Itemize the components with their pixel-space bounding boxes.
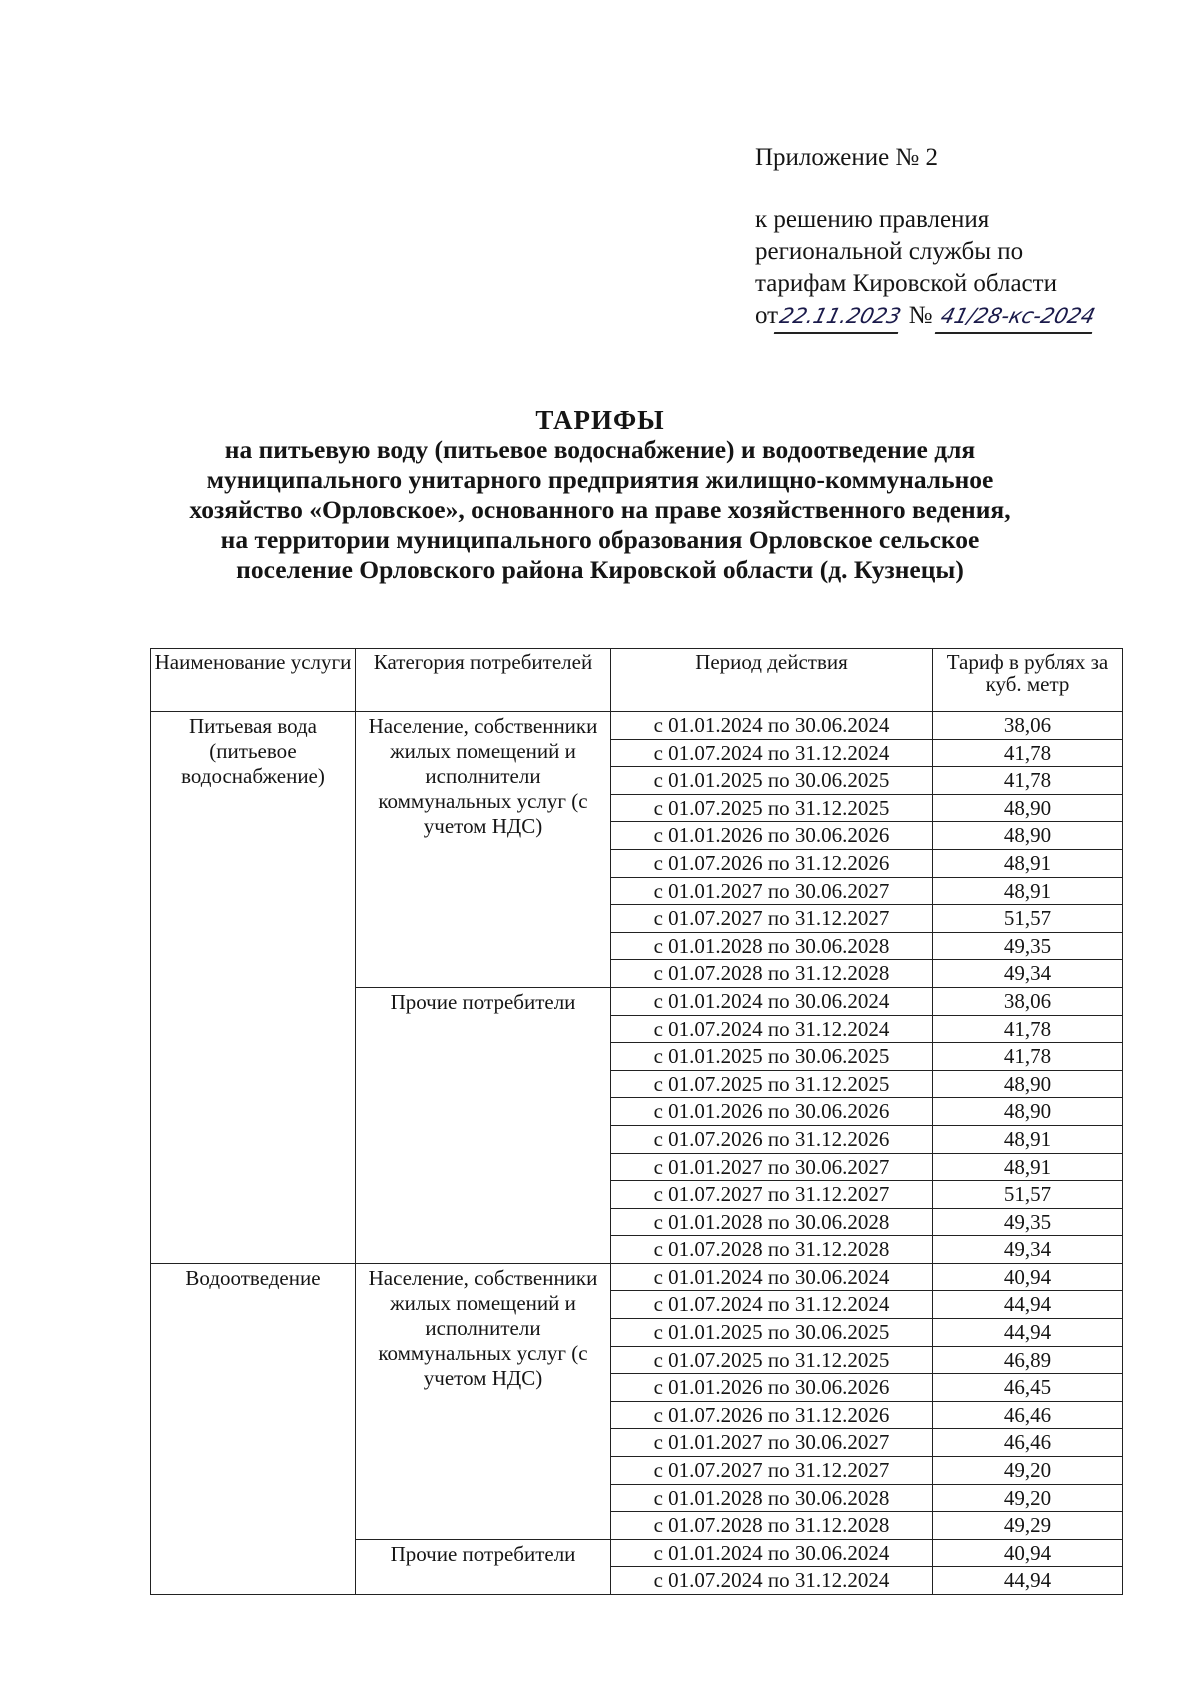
heading-line: на питьевую воду (питьевое водоснабжение) и водоотведение для — [224, 435, 976, 464]
appendix-block — [755, 142, 1096, 334]
heading-line: хозяйство «Орловское», основанного на праве хозяйственного ведения, — [189, 495, 1011, 524]
tariff-value-cell: 44,94 — [933, 1319, 1123, 1347]
tariff-value-cell: 41,78 — [933, 767, 1123, 795]
tariff-value-cell: 51,57 — [933, 1181, 1123, 1209]
header-tariff: Тариф в рублях за куб. метр — [933, 649, 1123, 712]
tariff-value-cell: 49,20 — [933, 1457, 1123, 1485]
period-cell: с 01.07.2024 по 31.12.2024 — [611, 1291, 933, 1319]
period-cell: с 01.01.2026 по 30.06.2026 — [611, 1098, 933, 1126]
tariff-value-cell: 44,94 — [933, 1291, 1123, 1319]
table-body — [151, 712, 1123, 1595]
tariff-value-cell: 51,57 — [933, 905, 1123, 933]
period-cell: с 01.07.2027 по 31.12.2027 — [611, 1457, 933, 1485]
period-cell: с 01.07.2027 по 31.12.2027 — [611, 905, 933, 933]
period-cell: с 01.07.2028 по 31.12.2028 — [611, 1236, 933, 1264]
tariff-value-cell: 48,90 — [933, 1098, 1123, 1126]
handwritten-number: 41/28-кс-2024 — [934, 300, 1100, 334]
appendix-date-line — [755, 300, 1096, 334]
tariff-value-cell: 41,78 — [933, 1043, 1123, 1071]
period-cell: с 01.07.2025 по 31.12.2025 — [611, 794, 933, 822]
period-cell: с 01.07.2024 по 31.12.2024 — [611, 1015, 933, 1043]
date-prefix: от — [755, 302, 779, 329]
tariff-value-cell: 48,90 — [933, 822, 1123, 850]
document-heading — [150, 405, 1050, 585]
tariff-value-cell: 48,91 — [933, 877, 1123, 905]
period-cell: с 01.07.2028 по 31.12.2028 — [611, 960, 933, 988]
period-cell: с 01.01.2026 по 30.06.2026 — [611, 1374, 933, 1402]
tariff-value-cell: 46,46 — [933, 1429, 1123, 1457]
header-period: Период действия — [611, 649, 933, 712]
period-cell: с 01.01.2025 по 30.06.2025 — [611, 767, 933, 795]
period-cell: с 01.01.2024 по 30.06.2024 — [611, 987, 933, 1015]
appendix-line: региональной службы по — [755, 238, 1024, 265]
service-cell: Питьевая вода (питьевое водоснабжение) — [151, 712, 356, 1264]
tariff-value-cell: 41,78 — [933, 1015, 1123, 1043]
period-cell: с 01.01.2028 по 30.06.2028 — [611, 1484, 933, 1512]
period-cell: с 01.01.2027 по 30.06.2027 — [611, 1429, 933, 1457]
service-cell: Водоотведение — [151, 1263, 356, 1594]
tariff-value-cell: 44,94 — [933, 1567, 1123, 1595]
period-cell: с 01.01.2024 по 30.06.2024 — [611, 712, 933, 740]
table-header-row — [151, 649, 1123, 712]
tariff-value-cell: 48,91 — [933, 849, 1123, 877]
period-cell: с 01.01.2025 по 30.06.2025 — [611, 1043, 933, 1071]
heading-line: на территории муниципального образования Орловское сельское — [220, 525, 980, 554]
number-prefix: № — [908, 302, 933, 329]
tariff-value-cell: 46,46 — [933, 1401, 1123, 1429]
period-cell: с 01.01.2028 по 30.06.2028 — [611, 1208, 933, 1236]
period-cell: с 01.07.2026 по 31.12.2026 — [611, 849, 933, 877]
tariff-value-cell: 46,89 — [933, 1346, 1123, 1374]
tariff-value-cell: 49,35 — [933, 932, 1123, 960]
appendix-title: Приложение № 2 — [755, 144, 939, 171]
table-row — [151, 1263, 1123, 1291]
heading-line: поселение Орловского района Кировской области (д. Кузнецы) — [236, 555, 964, 584]
tariff-value-cell: 49,35 — [933, 1208, 1123, 1236]
tariff-value-cell: 49,29 — [933, 1512, 1123, 1540]
handwritten-date: 22.11.2023 — [774, 300, 907, 334]
tariff-value-cell: 49,20 — [933, 1484, 1123, 1512]
period-cell: с 01.07.2024 по 31.12.2024 — [611, 739, 933, 767]
tariff-value-cell: 38,06 — [933, 712, 1123, 740]
category-cell: Прочие потребители — [356, 1539, 611, 1594]
table-row — [151, 712, 1123, 740]
tariff-value-cell: 46,45 — [933, 1374, 1123, 1402]
tariff-table — [150, 648, 1123, 1595]
period-cell: с 01.07.2025 по 31.12.2025 — [611, 1070, 933, 1098]
period-cell: с 01.01.2026 по 30.06.2026 — [611, 822, 933, 850]
tariff-value-cell: 40,94 — [933, 1539, 1123, 1567]
tariff-value-cell: 48,90 — [933, 1070, 1123, 1098]
category-cell: Прочие потребители — [356, 987, 611, 1263]
tariff-value-cell: 48,91 — [933, 1125, 1123, 1153]
period-cell: с 01.01.2028 по 30.06.2028 — [611, 932, 933, 960]
period-cell: с 01.07.2026 по 31.12.2026 — [611, 1125, 933, 1153]
header-service: Наименование услуги — [151, 649, 356, 712]
period-cell: с 01.01.2027 по 30.06.2027 — [611, 877, 933, 905]
period-cell: с 01.07.2028 по 31.12.2028 — [611, 1512, 933, 1540]
period-cell: с 01.01.2024 по 30.06.2024 — [611, 1539, 933, 1567]
appendix-line: к решению правления — [755, 206, 990, 233]
tariff-value-cell: 48,90 — [933, 794, 1123, 822]
tariff-value-cell: 38,06 — [933, 987, 1123, 1015]
period-cell: с 01.01.2025 по 30.06.2025 — [611, 1319, 933, 1347]
tariff-value-cell: 49,34 — [933, 1236, 1123, 1264]
tariff-value-cell: 48,91 — [933, 1153, 1123, 1181]
appendix-line: тарифам Кировской области — [755, 270, 1057, 297]
tariff-value-cell: 40,94 — [933, 1263, 1123, 1291]
category-cell: Население, собственники жилых помещений и исполнители коммунальных услуг (с учетом НДС) — [356, 712, 611, 988]
category-cell: Население, собственники жилых помещений и исполнители коммунальных услуг (с учетом НДС) — [356, 1263, 611, 1539]
period-cell: с 01.07.2025 по 31.12.2025 — [611, 1346, 933, 1374]
period-cell: с 01.01.2024 по 30.06.2024 — [611, 1263, 933, 1291]
period-cell: с 01.07.2027 по 31.12.2027 — [611, 1181, 933, 1209]
header-category: Категория потребителей — [356, 649, 611, 712]
period-cell: с 01.07.2024 по 31.12.2024 — [611, 1567, 933, 1595]
tariff-value-cell: 49,34 — [933, 960, 1123, 988]
heading-line: муниципального унитарного предприятия жилищно-коммунальное — [206, 465, 994, 494]
tariff-value-cell: 41,78 — [933, 739, 1123, 767]
document-title: ТАРИФЫ — [535, 405, 665, 435]
period-cell: с 01.01.2027 по 30.06.2027 — [611, 1153, 933, 1181]
period-cell: с 01.07.2026 по 31.12.2026 — [611, 1401, 933, 1429]
